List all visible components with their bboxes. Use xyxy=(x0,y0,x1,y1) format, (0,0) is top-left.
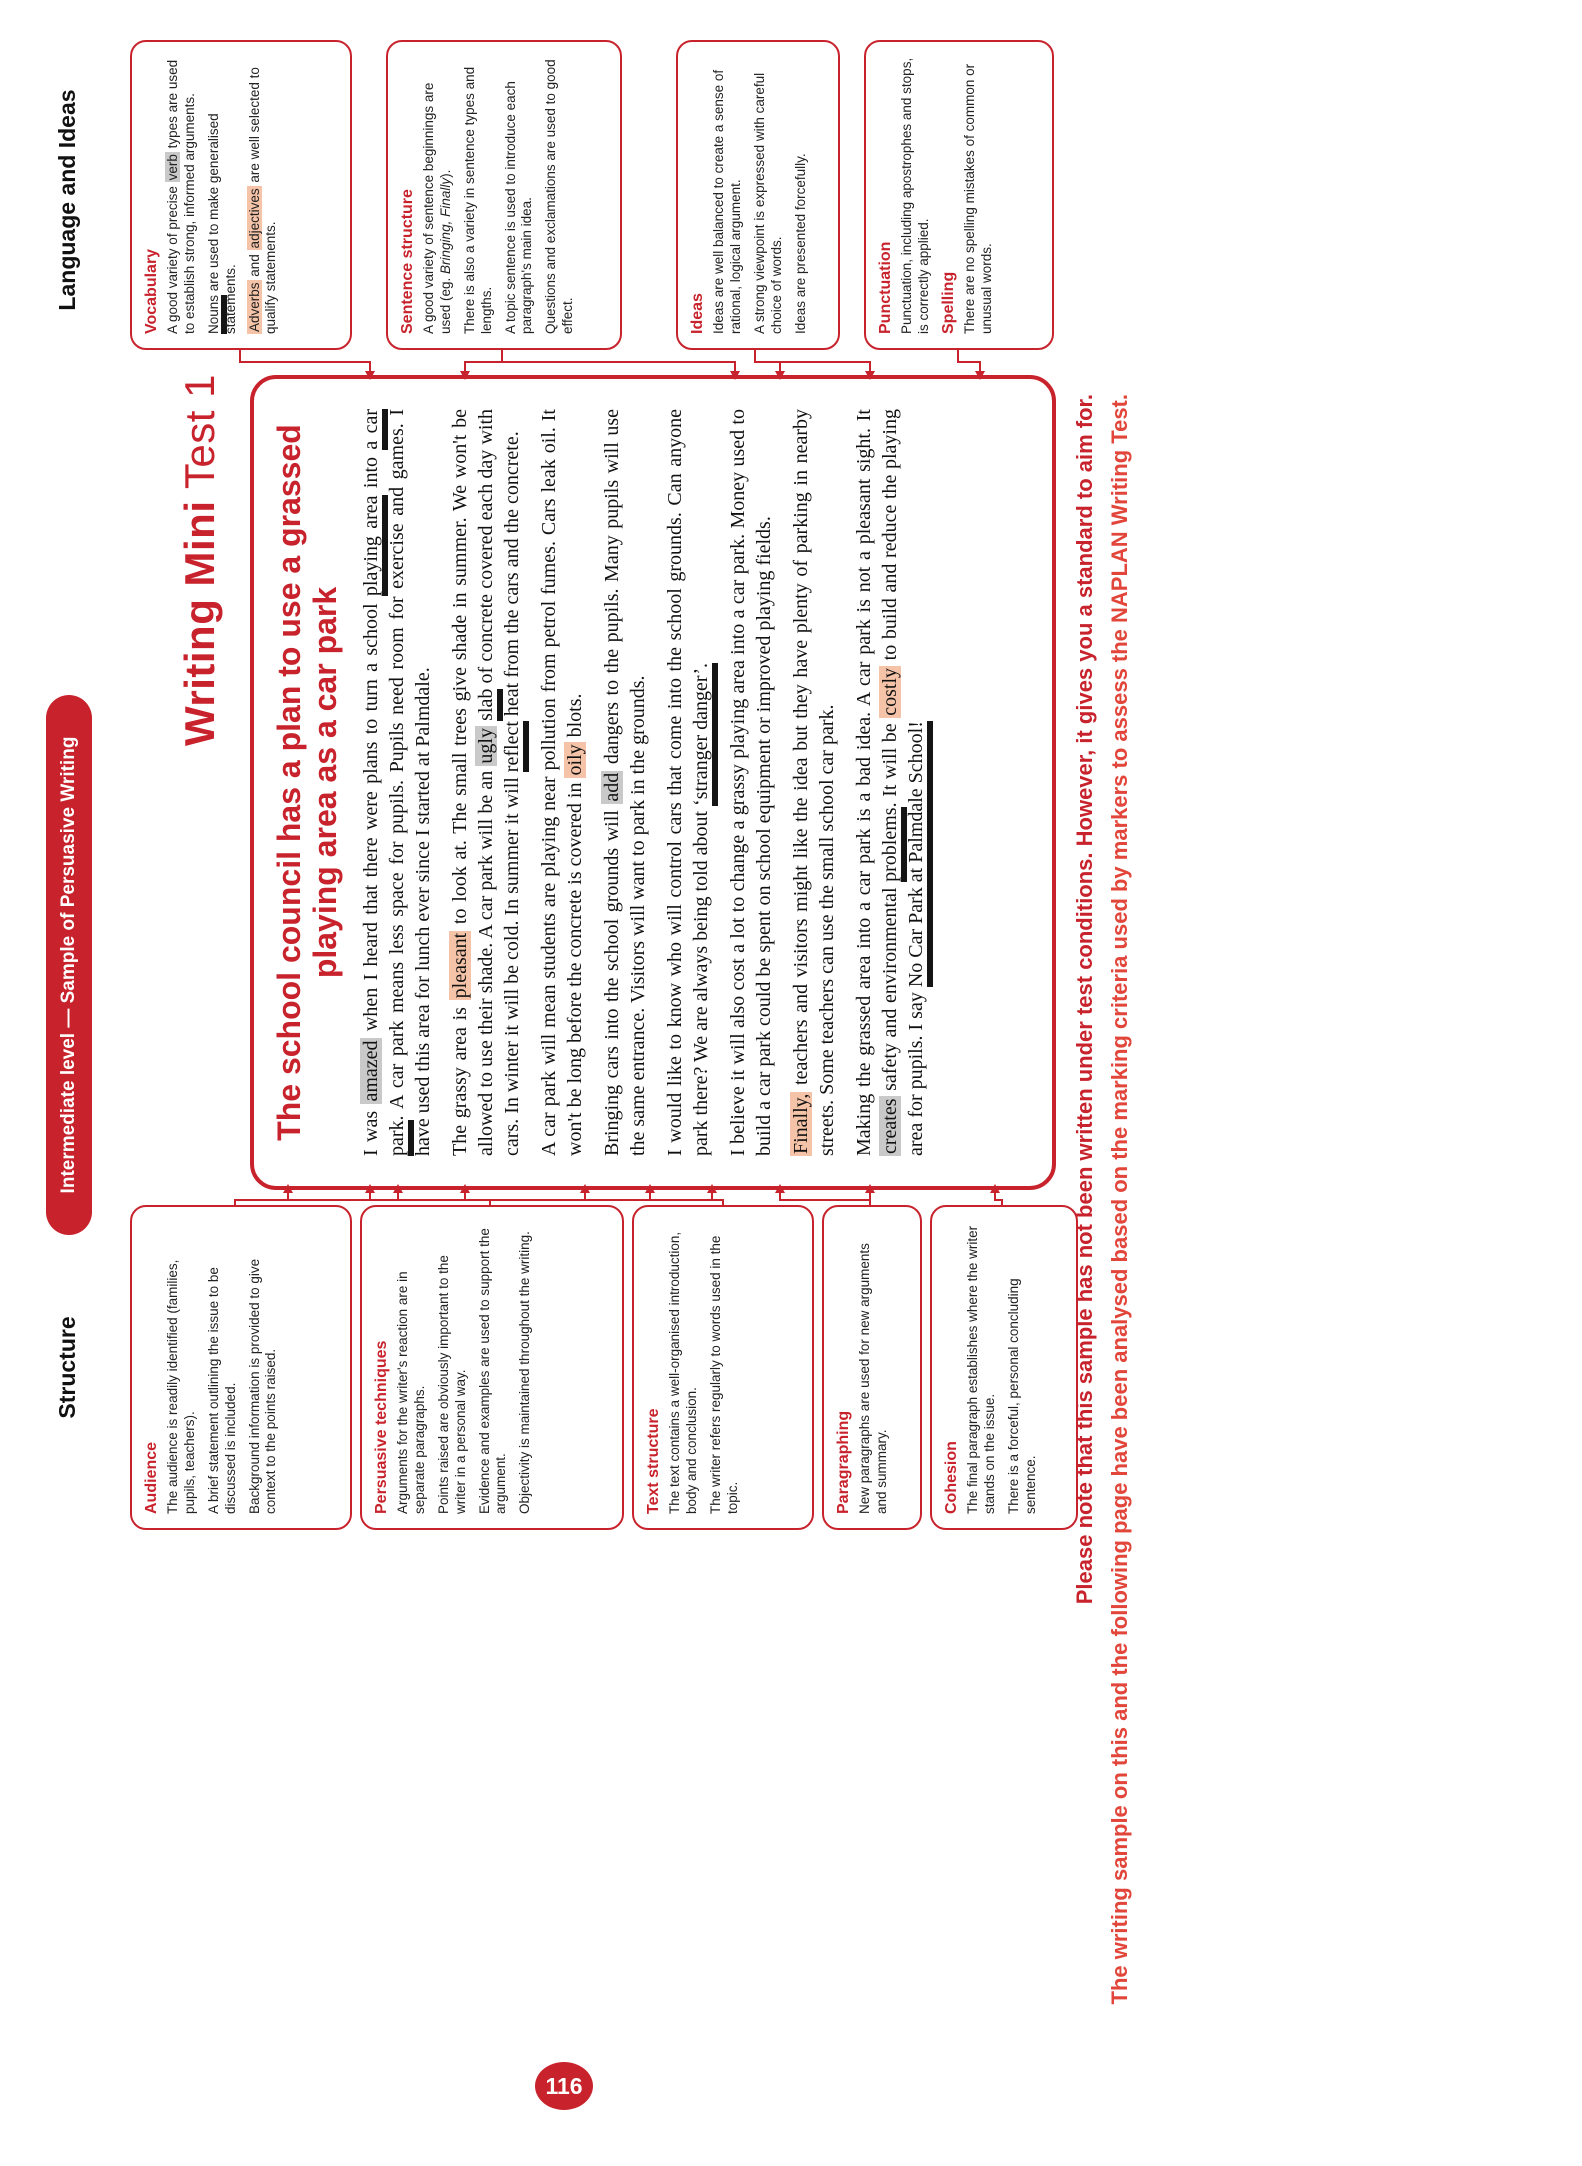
annotation-item xyxy=(462,56,496,334)
annotation-box-audience xyxy=(130,1205,352,1530)
text-segment: A car park will mean students are playing near pollution from petrol fumes. Cars leak oil. It won't be long before the concrete is covered in xyxy=(537,409,586,1156)
annotation-heading: Text structure xyxy=(645,1408,662,1514)
text-segment: Ideas are presented forcefully. xyxy=(792,153,808,334)
annotation-box-cohesion xyxy=(930,1205,1078,1530)
text-segment: I believe it will also cost a lot to change a grassy playing area into a car park. Money used to build a car park could be spent on school equipment or improved playing fields. xyxy=(726,409,775,1156)
connector-arrow xyxy=(393,1184,403,1193)
page-number-badge: 116 xyxy=(535,2062,593,2110)
text-segment: . It will be xyxy=(878,717,901,808)
text-segment: The grassy area is xyxy=(448,1000,471,1156)
marked-text: amazed xyxy=(359,1040,382,1102)
connector-arrow xyxy=(707,1184,717,1193)
marked-text: add xyxy=(600,772,623,802)
connector-line xyxy=(994,1192,996,1201)
connector-arrow xyxy=(775,371,785,380)
connector-line xyxy=(239,361,371,363)
footnote-line-2: The writing sample on this and the following page have been analysed based on the marking criteria used by markers to assess the NAPLAN Writing Test. xyxy=(1107,394,1132,2005)
text-segment: dangers to the pupils. Many pupils will use the same entrance. Visitors will want to park in the grounds. xyxy=(600,409,649,1156)
annotation-item xyxy=(436,1221,470,1514)
level-banner: Intermediate level — Sample of Persuasive Writing xyxy=(46,695,92,1235)
annotation-heading: Cohesion xyxy=(943,1441,960,1514)
connector-line xyxy=(754,361,871,363)
essay-paragraph xyxy=(725,409,777,1156)
text-segment: safety and environmental xyxy=(878,881,901,1097)
connector-line xyxy=(754,350,756,361)
essay-paragraph xyxy=(599,409,651,1156)
text-segment: The final paragraph establishes where the writer stands on the issue. xyxy=(965,1225,997,1514)
connector-arrow xyxy=(365,371,375,380)
connector-line xyxy=(779,1192,781,1201)
connector-line xyxy=(369,363,371,371)
connector-line xyxy=(239,350,241,361)
text-segment xyxy=(475,721,497,726)
text-segment: The text contains a well-organised introduction, body and conclusion. xyxy=(667,1231,699,1514)
rotated-landscape-content xyxy=(40,40,1165,2120)
annotation-item xyxy=(206,1221,240,1514)
connector-arrow xyxy=(975,371,985,380)
connector-arrow xyxy=(283,1184,293,1193)
marked-text: Bringing, Finally xyxy=(437,177,453,274)
text-segment: New paragraphs are used for new arguments and summary. xyxy=(857,1243,889,1514)
annotation-item xyxy=(395,1221,429,1514)
annotation-box-punctuation-spelling xyxy=(864,40,1054,350)
text-segment: There is a forceful, personal concluding sentence. xyxy=(1005,1278,1038,1514)
text-segment: A good variety of precise xyxy=(165,182,180,334)
essay-paragraph xyxy=(851,409,929,1156)
annotation-heading: Vocabulary xyxy=(143,248,160,334)
annotation-item xyxy=(165,1221,199,1514)
annotation-item xyxy=(708,1221,742,1514)
structure-section-label: Structure xyxy=(54,1316,80,1419)
text-segment: when I heard that there were plans to turn a school xyxy=(359,596,382,1039)
annotation-box-ideas xyxy=(676,40,840,350)
annotation-item xyxy=(962,56,996,334)
text-segment: blots. xyxy=(563,693,586,743)
text-segment: are well selected to qualify statements. xyxy=(246,67,279,334)
text-segment: A strong viewpoint is expressed with careful choice of words. xyxy=(751,72,784,334)
text-segment: Ideas are well balanced to create a sense of rational, logical argument. xyxy=(711,69,743,334)
marked-text: Nouns xyxy=(206,295,227,334)
text-segment: There is also a variety in sentence types and lengths. xyxy=(461,66,494,334)
connector-line xyxy=(957,361,981,363)
connector-line xyxy=(711,1192,713,1201)
marked-text: pleasant xyxy=(448,932,471,999)
text-segment: There are no spelling mistakes of common or unusual words. xyxy=(961,63,994,334)
connector-line xyxy=(501,361,736,363)
annotation-heading: Persuasive techniques xyxy=(373,1340,390,1514)
text-segment: Questions and exclamations are used to good effect. xyxy=(543,59,576,334)
marked-text: costly xyxy=(878,667,901,716)
essay-box xyxy=(250,375,1056,1190)
text-segment: Bringing cars into the school grounds will xyxy=(600,803,623,1156)
connector-arrow xyxy=(460,371,470,380)
connector-line xyxy=(869,1192,871,1201)
text-segment: The writer refers regularly to words used in the topic. xyxy=(707,1235,740,1514)
connector-arrow xyxy=(990,1184,1000,1193)
marked-text: oily xyxy=(563,744,586,776)
text-segment: I would like to know who will control cars that come into the school grounds. Can anyone park there? We are always being told about xyxy=(663,409,712,1156)
connector-line xyxy=(734,363,736,371)
marked-text: adjectives xyxy=(246,188,262,249)
text-segment: Objectivity is maintained throughout the writing. xyxy=(517,1231,533,1514)
text-segment: are used to make generalised statements. xyxy=(205,113,238,334)
annotation-item xyxy=(899,56,933,334)
text-segment: . A car park means less space for pupils. Pupils need room for exercise and games. I have used this area for lunch ever since I started at Palmdale. xyxy=(385,409,434,1156)
page-title-main: Writing Mini xyxy=(176,500,223,746)
marked-text: problems xyxy=(879,807,907,881)
annotation-item xyxy=(421,56,455,334)
connector-arrow xyxy=(865,1184,875,1193)
text-segment: Making the grassed area into a car park is a bad idea. A car park is not a pleasant sight. It xyxy=(852,409,875,1156)
text-segment: Points raised are obviously important to the writer in a personal way. xyxy=(435,1255,468,1514)
connector-line xyxy=(287,1199,724,1201)
marked-text: verb xyxy=(165,154,180,181)
annotation-heading: Punctuation xyxy=(877,241,894,334)
marked-text: playing area xyxy=(360,495,388,596)
text-segment: The audience is readily identified (families, pupils, teachers). xyxy=(165,1259,197,1514)
text-segment: A good variety of sentence beginnings are used (eg. xyxy=(421,82,453,334)
annotation-item xyxy=(543,56,577,334)
page-title xyxy=(176,374,224,950)
annotation-heading: Ideas xyxy=(689,293,706,334)
text-segment: Evidence and examples are used to support the argument. xyxy=(476,1228,509,1514)
text-segment: and xyxy=(246,250,262,281)
annotation-heading: Paragraphing xyxy=(835,1410,852,1514)
essay-paragraph xyxy=(788,409,840,1156)
connector-line xyxy=(501,350,503,361)
annotation-heading: Audience xyxy=(143,1441,160,1514)
text-segment: teachers and visitors might like the idea but they have plenty of parking in nearby streets. Some teachers can use the small school car park. xyxy=(789,409,838,1156)
connector-line xyxy=(957,350,959,361)
text-segment: A brief statement outlining the issue to be discussed is included. xyxy=(205,1267,238,1514)
connector-line xyxy=(464,361,503,363)
annotation-box-sentence-structure xyxy=(386,40,622,350)
annotation-item xyxy=(477,1221,511,1514)
connector-line xyxy=(464,363,466,371)
annotation-item xyxy=(857,1221,891,1514)
annotation-item xyxy=(503,56,537,334)
essay-paragraph xyxy=(536,409,588,1156)
text-segment: Punctuation, including apostrophes and stops, is correctly applied. xyxy=(899,57,931,334)
annotation-item xyxy=(1006,1221,1040,1514)
text-segment: into xyxy=(359,449,382,496)
annotation-item xyxy=(206,56,240,334)
footnote xyxy=(1072,394,1133,2100)
marked-text: slab xyxy=(475,689,503,721)
annotation-box-persuasive-techniques xyxy=(360,1205,624,1530)
marked-text: reflect xyxy=(501,721,529,772)
page-title-sub: Test 1 xyxy=(176,374,223,490)
connector-line xyxy=(779,363,781,371)
connector-line xyxy=(869,363,871,371)
annotation-item xyxy=(711,56,745,334)
connector-arrow xyxy=(730,371,740,380)
connector-arrow xyxy=(775,1184,785,1193)
annotation-item xyxy=(752,56,786,334)
marked-text: Finally, xyxy=(789,1093,812,1154)
marked-text: ugly xyxy=(474,728,497,764)
annotation-item xyxy=(517,1221,534,1514)
marked-text: a car park xyxy=(360,409,414,1156)
footnote-line-1: Please note that this sample has not been written under test conditions. However, it gives you a standard to aim for. xyxy=(1072,394,1097,1605)
connector-line xyxy=(779,1199,871,1201)
essay-paragraph xyxy=(358,409,436,1156)
marked-text: creates xyxy=(878,1098,901,1154)
marked-text: Adverbs xyxy=(246,282,262,332)
annotation-item xyxy=(165,56,199,334)
essay-paragraph xyxy=(662,409,714,1156)
essay-title: The school council has a plan to use a grassed playing area as a car park xyxy=(271,424,343,1141)
annotation-item xyxy=(247,56,281,334)
text-segment: heat from the cars and the concrete. xyxy=(500,431,523,722)
text-segment: Background information is provided to give context to the points raised. xyxy=(246,1258,279,1514)
annotation-box-paragraphing xyxy=(822,1205,922,1530)
connector-arrow xyxy=(460,1184,470,1193)
connector-arrow xyxy=(580,1184,590,1193)
text-segment: to build and reduce the playing area for pupils. I say xyxy=(878,409,927,1156)
connector-arrow xyxy=(365,1184,375,1193)
annotation-heading: Sentence structure xyxy=(399,189,416,334)
text-segment: to look at. The small trees give shade in summer. We won't be allowed to use their shade. A car park will be an xyxy=(448,409,497,1156)
connector-line xyxy=(287,1192,289,1201)
text-segment: I was xyxy=(359,1103,382,1156)
annotation-item xyxy=(247,1221,281,1514)
connector-arrow xyxy=(865,371,875,380)
language-ideas-section-label: Language and Ideas xyxy=(54,89,80,311)
annotation-item xyxy=(793,56,810,334)
essay-paragraph xyxy=(447,409,525,1156)
annotation-box-vocabulary xyxy=(130,40,352,350)
marked-text: ‘stranger danger’. xyxy=(690,663,718,806)
text-segment: A topic sentence is used to introduce each paragraph's main idea. xyxy=(502,81,535,334)
connector-arrow xyxy=(645,1184,655,1193)
text-segment: Arguments for the writer's reaction are in separate paragraphs. xyxy=(395,1271,427,1514)
marked-text: No Car Park at Palmdale School! xyxy=(905,721,933,987)
text-segment: types are used to establish strong, informed arguments. xyxy=(165,59,197,334)
text-segment: ). xyxy=(437,169,453,178)
text-segment: of concrete covered each day with cars. In winter it will be cold. In summer it will xyxy=(474,409,523,1156)
annotation-item xyxy=(667,1221,701,1514)
connector-line xyxy=(979,363,981,371)
annotation-item xyxy=(965,1221,999,1514)
annotation-heading: Spelling xyxy=(939,271,957,334)
annotation-box-text-structure xyxy=(632,1205,814,1530)
